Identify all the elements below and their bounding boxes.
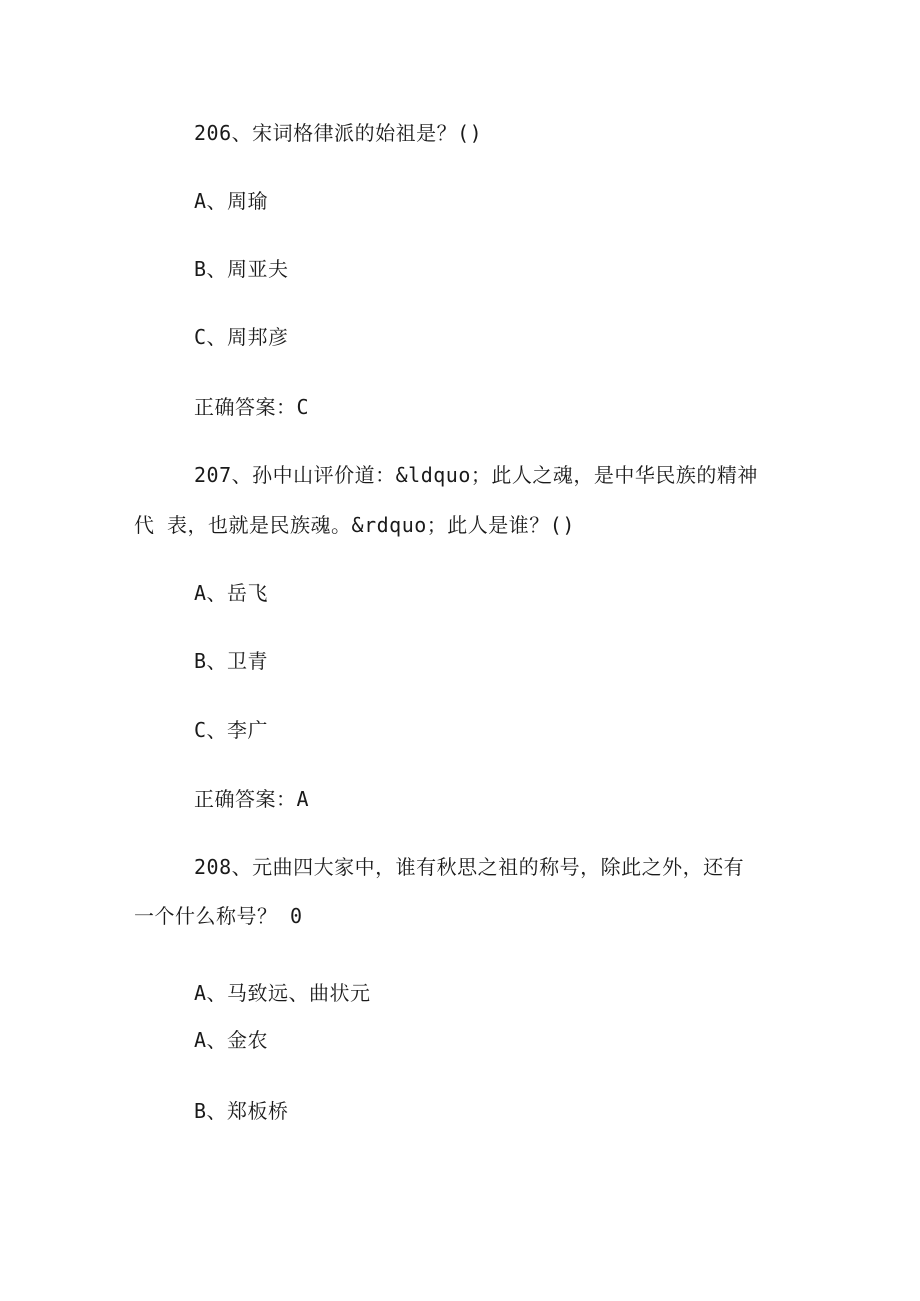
question-206-option-c: C、周邦彦 [194,325,289,349]
question-207-text-line2: 代 表，也就是民族魂。&rdquo；此人是谁？() [134,513,575,537]
question-206-text: 206、宋词格律派的始祖是？() [194,121,483,145]
question-208-option-b: B、郑板桥 [194,1099,289,1123]
question-208-option-a: A、马致远、曲状元 [194,981,371,1005]
question-206-option-b: B、周亚夫 [194,257,289,281]
question-207-option-a: A、岳飞 [194,581,269,605]
question-207-option-b: B、卫青 [194,649,269,673]
question-207-answer: 正确答案：A [194,787,310,811]
question-207-text-line1: 207、孙中山评价道：&ldquo；此人之魂，是中华民族的精神 [194,463,758,487]
question-208-option-a-alt: A、金农 [194,1028,269,1052]
question-208-text-line2: 一个什么称号？ 0 [134,904,303,928]
question-208-text-line1: 208、元曲四大家中，谁有秋思之祖的称号，除此之外，还有 [194,855,745,879]
question-206-answer: 正确答案：C [194,395,310,419]
question-207-option-c: C、李广 [194,718,269,742]
question-206-option-a: A、周瑜 [194,189,269,213]
